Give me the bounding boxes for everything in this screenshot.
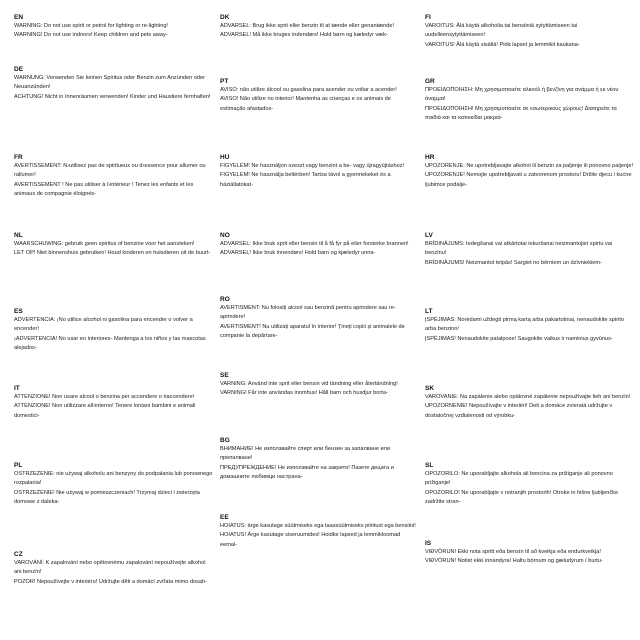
language-block [425,540,633,567]
language-block [14,551,214,587]
language-code: RO [220,296,230,303]
warning-line: VIÐVÖRUN! Ekki nota spritt eða bensín til að kveikja eða endurkveikja! [425,549,601,555]
warning-line: ADVARSEL: Brug ikke sprit eller benzin til at tænde eller genantænde! [220,23,395,29]
language-block [220,296,416,341]
language-code: PT [220,78,229,85]
language-block [220,78,416,114]
language-code: NO [220,232,230,239]
language-block [220,154,416,190]
warning-line: AVERTISMENT! Nu utilizați aparatul în interior! Țineți copiii și animalele de companie la depărtare- [220,323,405,339]
warning-line: UPOZORENJE! Nemojte upotrebljavati u zatvorenom prostoru! Držite djecu i kućne ljubimce podalje- [425,172,632,188]
language-code: SK [425,385,435,392]
warning-line: VAROITUS: Älä käytä alkoholia tai bensiiniä sytyttämiseen tai uudelleensytyttämiseen! [425,23,578,39]
language-block [14,14,214,41]
language-code: DE [14,66,24,73]
language-code: FR [14,154,23,161]
language-block [220,437,416,482]
language-code: HU [220,154,230,161]
warning-line: ĮSPĖJIMAS: Norėdami uždegti pirmą kartą arba pakartotinai, nenaudokite spirito arba benzino! [425,317,624,333]
language-block [425,232,633,268]
language-block [425,385,633,421]
warning-line: UPOZORENJE: Ne upotrebljavajte alkohol ili benzin za paljenje ili ponovno paljenje! [425,163,634,169]
language-block [14,308,214,353]
warning-line: HOIATUS! Ärge kasutage siseruumides! Hoidke lapsed ja lemmikloomad eemal- [220,532,401,548]
warning-line: ПРЕДУПРЕЖДЕНИЕ! Не използвайте на закрито! Пазете децата и домашните любимци настрана- [220,464,394,480]
warning-line: ¡ADVERTENCIA! No usar en interiores- Mantenga a los niños y las mascotas alejados- [14,335,206,351]
warning-line: ATTENZIONE! Non utilizzare all›interno! Tenere lontani bambini e animali domestici- [14,403,196,419]
warning-line: VARNING! Får inte användas inomhus! Håll barn och husdjur borta- [220,390,388,397]
warning-line: BRĪDINĀJUMS! Neizmantot telpās! Sargiet no bērniem un dzīvniekiem- [425,259,602,266]
warning-line: ADVARSEL! Ikke bruk innendørs! Hold barn og kjæledyr unna- [220,250,376,257]
warning-line: FIGYELEM! Ne használjon szeszt vagy benzint a be- vagy újragyújtáshoz! [220,163,405,169]
language-block [14,462,214,507]
warning-line: ΠΡΟΕΙΔΟΠΟΙΗΣΗ: Μη χρησιμοποιείτε αλκοόλ ή βενζίνη για ανάμμα ή εκ νέου άναμμα! [425,87,619,103]
language-block [14,154,214,199]
language-code: SE [220,372,229,379]
warning-line: VARNING: Använd inte sprit eller bensin vid tändning eller återtändning! [220,381,398,387]
warning-line: POZOR! Nepoužívejte v interiéru! Udržujte děti a domácí zvířata mimo dosah- [14,578,208,585]
warning-line: ADVERTENCIA: ¡No utilice alcohol ni gasolina para encender o volver a encender! [14,317,193,333]
language-code: FI [425,14,431,21]
warning-line: ĮSPĖJIMAS! Nenaudokite patalpose! Saugokite vaikus ir naminius gyvūnus- [425,335,613,342]
warning-line: OPOZORILO: Ne uporabljajte alkohola ali bencina za prižiganje ali ponovno prižiganje! [425,471,613,487]
language-code: LT [425,308,433,315]
warning-line: OSTRZEŻENIE: nie używaj alkoholu ani benzyny do podpalania lub ponownego rozpalania! [14,471,213,487]
language-code: HR [425,154,435,161]
warning-line: AVERTISSEMENT ! Ne pas utiliser à l›intérieur ! Tenez les enfants et les animaux de compagnie éloignés- [14,181,194,197]
warning-line: HOIATUS: ärge kasutage süütmiseks ega taassüütmiseks piiritust ega bensiini! [220,523,416,529]
language-code: NL [14,232,23,239]
warning-line: WARNUNG: Verwenden Sie keinen Spiritus oder Benzin zum Anzünden oder Neuanzünden! [14,75,206,91]
warning-line: LET OP! Niet binnenshuis gebruiken! Houd kinderen en huisdieren uit de buurt- [14,250,211,257]
warning-line: BRĪDINĀJUMS: Iedegšanai vai atkārtotai iekuršanai neizmantojiet spirtu vai benzīnu! [425,241,613,257]
language-block [14,385,214,421]
warning-line: AVISO: não utilize álcool ou gasolina para acender ou voltar a acender! [220,87,397,93]
warning-line: AVERTISMENT: Nu folosiți alcool sau benzină pentru aprindere sau re-aprindere! [220,305,396,321]
language-block [425,78,633,123]
warning-line: AVISO! Não utilize no interior! Mantenha as crianças e os animais de estimação afastados- [220,96,391,112]
warning-line: OPOZORILO! Ne uporabljajte v notranjih prostorih! Otroke in hišne ljubljenčke zadržite stran- [425,489,619,505]
language-block [425,14,633,50]
language-code: SL [425,462,434,469]
warning-line: ADVARSEL: Ikke bruk sprit eller bensin til å få fyr på eller forsterke brannen! [220,241,409,247]
warning-line: WARNING! Do not use indoors! Keep children and pets away- [14,32,168,39]
language-block [220,514,416,550]
language-code: IT [14,385,20,392]
warning-line: ADVARSEL! Må ikke bruges indendørs! Hold børn og kæledyr væk- [220,32,388,39]
warning-line: FIGYELEM! Ne használja beltérben! Tartsa távol a gyermekeket és a háziállatokat- [220,172,391,188]
language-code: ES [14,308,23,315]
language-code: GR [425,78,435,85]
warning-line: VAROVÁNÍ: K zapalování nebo opětovnému zapalování nepoužívejte alkohol ani benzín! [14,560,206,576]
language-block [425,462,633,507]
warning-line: VAROITUS! Älä käytä sisällä! Pidä lapset ja lemmikit kaukana- [425,41,580,48]
warning-line: WARNING: Do not use spirit or petrol for lighting or re-lighting! [14,23,168,29]
warning-line: ВНИМАНИЕ! Не използвайте спирт или бензин за запалване или препалване! [220,446,391,462]
warning-line: AVERTISSEMENT: N›utilisez pas de spiritueux ou d›essence pour allumer ou rallumer! [14,163,206,179]
warning-line: ACHTUNG! Nicht in Innenräumen verwenden! Kinder und Haustiere fernhalten! [14,93,211,100]
warning-line: ΠΡΟΕΙΔΟΠΟΙΗΣΗ! Μη χρησιμοποιείτε σε εσωτερικούς χώρους! Διατηρείτε τα παιδιά και τα κατοικίδια μακριά- [425,105,617,121]
language-code: DK [220,14,230,21]
warning-line: VAROVANIE: Na zapálenie alebo opätovné zapálenie nepoužívajte lieh ani benzín! [425,394,631,400]
warning-line: VIÐVÖRUN! Notist ekki innandyra! Haltu börnum og gæludýrum í burtu- [425,558,603,565]
language-code: LV [425,232,433,239]
language-code: EN [14,14,24,21]
language-block [220,372,416,399]
warning-line: OSTRZEŻENIE! Nie używaj w pomieszczeniach! Trzymaj dzieci i zwierzęta domowe z daleka- [14,489,200,505]
language-block [220,14,416,41]
language-block [220,232,416,259]
language-block [425,154,633,190]
language-block [14,66,214,102]
warning-line: ATTENZIONE! Non usare alcool o benzina per accendere o riaccendere! [14,394,195,400]
language-code: EE [220,514,229,521]
language-block [14,232,214,259]
warning-line: UPOZORNENIE! Nepoužívajte v interiéri! Deti a domáce zvieratá udržujte v dostatočnej vzdialenosti od výrobku- [425,403,613,419]
warning-line: WAARSCHUWING: gebruik geen spiritus of benzine voor het aansteken! [14,241,195,247]
language-block [425,308,633,344]
language-code: IS [425,540,432,547]
language-code: CZ [14,551,23,558]
language-code: PL [14,462,23,469]
language-code: BG [220,437,230,444]
